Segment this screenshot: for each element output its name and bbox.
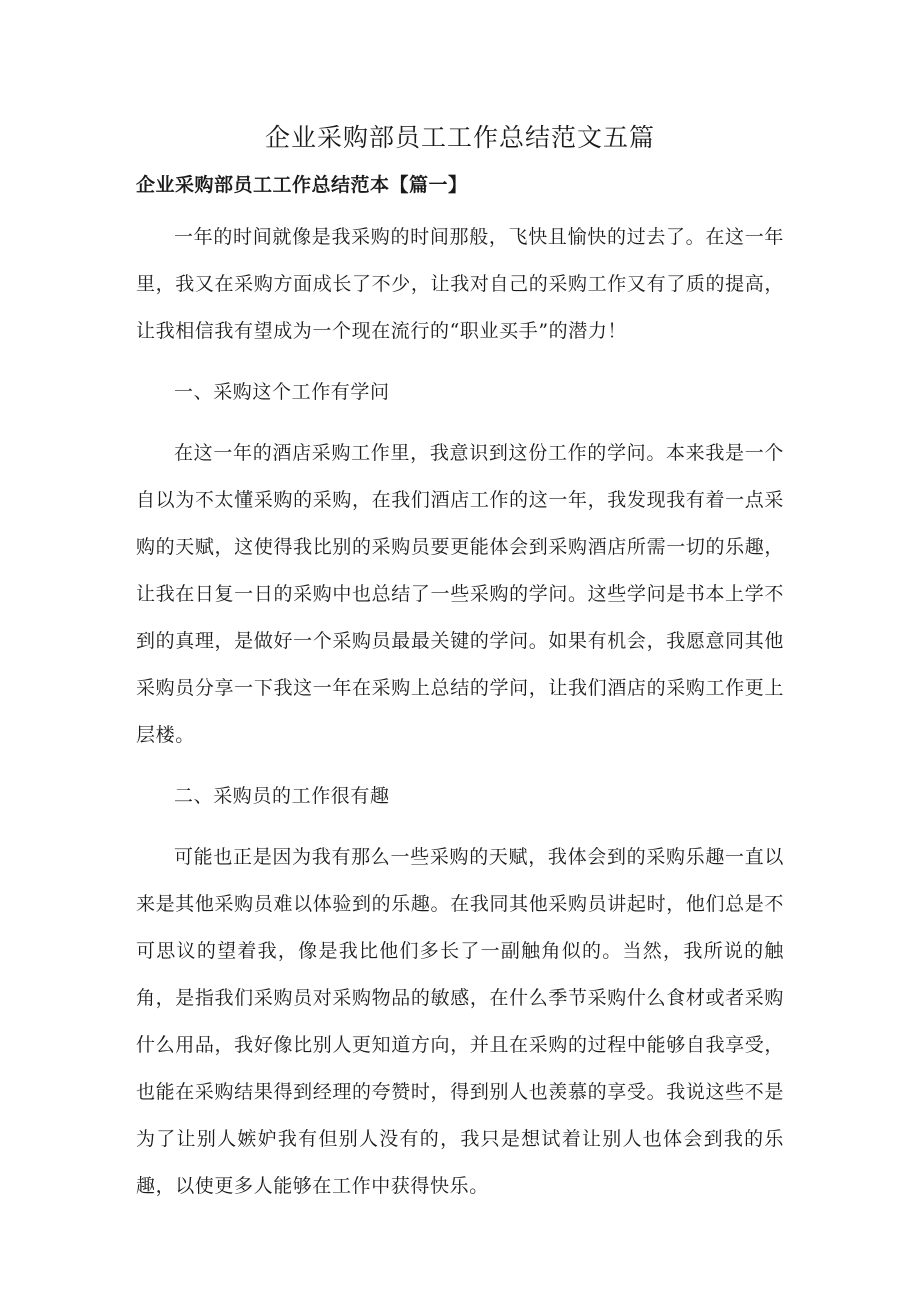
paragraph-2: 可能也正是因为我有那么一些采购的天赋，我体会到的采购乐趣一直以来是其他采购员难以体验到的乐趣。在我同其他采购员讲起时，他们总是不可思议的望着我，像是我比他们多长了一副触角似的。当然，我所说的触角，是指我们采购员对采购物品的敏感，在什么季节采购什么食材或者采购什么用品，我好像比别人更知道方向，并且在采购的过程中能够自我享受，也能在采购结果得到经理的夸赞时，得到别人也羡慕的享受。我说这些不是为了让别人嫉妒我有但别人没有的，我只是想试着让别人也体会到我的乐趣，以使更多人能够在工作中获得快乐。 [136,846,784,1197]
section-heading: 企业采购部员工工作总结范本【篇一】 [136,174,468,196]
paragraph-1: 在这一年的酒店采购工作里，我意识到这份工作的学问。本来我是一个自以为不太懂采购的采购，在我们酒店工作的这一年，我发现我有着一点采购的天赋，这使得我比别的采购员要更能体会到采购酒店所需一切的乐趣，让我在日复一日的采购中也总结了一些采购的学问。这些学问是书本上学不到的真理，是做好一个采购员最最关键的学问。如果有机会，我愿意同其他采购员分享一下我这一年在采购上总结的学问，让我们酒店的采购工作更上层楼。 [136,442,784,746]
document-title: 企业采购部员工工作总结范文五篇 [264,123,655,152]
paragraph-intro: 一年的时间就像是我采购的时间那般，飞快且愉快的过去了。在这一年里，我又在采购方面成长了不少，让我对自己的采购工作又有了质的提高，让我相信我有望成为一个现在流行的“职业买手”的潜力！ [136,226,784,342]
subheading-1: 一、采购这个工作有学问 [174,381,390,403]
subheading-2: 二、采购员的工作很有趣 [174,785,390,807]
